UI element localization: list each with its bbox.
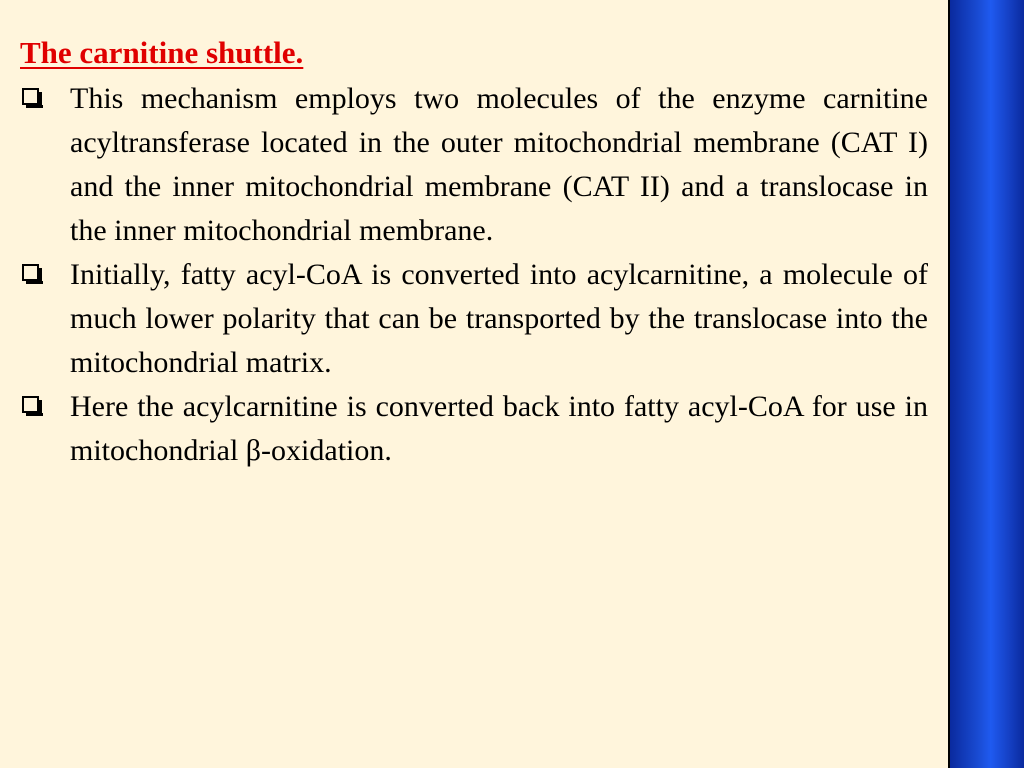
bullet-item xyxy=(20,77,928,253)
side-decoration-bar xyxy=(948,0,1024,768)
slide-title: The carnitine shuttle. xyxy=(20,35,304,70)
checkbox-icon xyxy=(22,264,39,281)
checkbox-icon xyxy=(22,396,39,413)
bullet-text: This mechanism employs two molecules of the enzyme carnitine acyltransferase located in the outer mitochondrial membrane (CAT I) and the inner mitochondrial membrane (CAT II) and a translocase in the inner mitochondrial membrane. xyxy=(70,82,928,247)
bullet-item xyxy=(20,385,928,473)
bullet-text: Here the acylcarnitine is converted back into fatty acyl-CoA for use in mitochondrial β-oxidation. xyxy=(70,390,928,467)
bullet-item xyxy=(20,253,928,385)
bullet-list xyxy=(20,77,928,473)
side-bar-gradient xyxy=(950,0,1024,768)
bullet-text: Initially, fatty acyl-CoA is converted into acylcarnitine, a molecule of much lower polarity that can be transported by the translocase into the mitochondrial matrix. xyxy=(70,258,928,379)
checkbox-icon xyxy=(22,88,39,105)
